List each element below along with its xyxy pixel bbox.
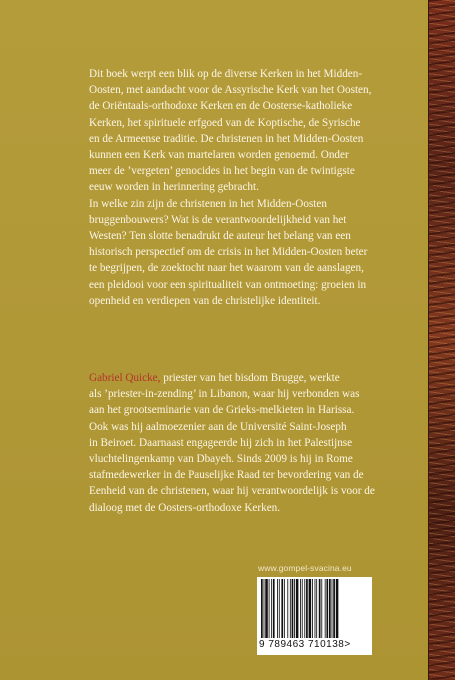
description-line: te begrijpen, de zoektocht naar het waarom van de aanslagen, [89, 262, 364, 275]
barcode-bar [332, 579, 333, 638]
barcode-bar [264, 579, 265, 638]
barcode-bar [269, 579, 270, 638]
barcode-bar [294, 579, 295, 638]
barcode-bar [287, 579, 288, 638]
barcode-bar [333, 579, 335, 638]
barcode-bar [325, 579, 326, 638]
description-line: kunnen een Kerk van martelaren worden genoemd. Onder [89, 149, 349, 162]
bio-line: dialoog met de Oosters-orthodoxe Kerken. [89, 501, 281, 514]
description-line: eeuw worden in herinnering gebracht. [89, 181, 259, 194]
barcode-bar [277, 579, 278, 638]
barcode-bar [309, 579, 312, 638]
barcode-bar [319, 579, 321, 638]
bio-line: priester van het bisdom Brugge, werkte [160, 372, 340, 384]
barcode-bar [300, 579, 301, 638]
barcode-bars [261, 579, 365, 638]
barcode-bar [321, 579, 322, 638]
cover-artwork-edge [428, 0, 455, 680]
barcode-bar [316, 579, 317, 638]
barcode-bar [312, 579, 313, 638]
description-line: Oosten, met aandacht voor de Assyrische Kerk van het Oosten, [89, 84, 372, 97]
bio-line: Eenheid van de christenen, waar hij verantwoordelijk is voor de [89, 485, 375, 498]
publisher-url[interactable]: www.gompel-svacina.eu [258, 563, 352, 573]
barcode-bar [315, 579, 316, 638]
isbn-number [259, 639, 372, 650]
description-line: Dit boek werpt een blik op de diverse Kerken in het Midden- [89, 68, 363, 80]
barcode-bar [271, 579, 272, 638]
barcode-bar [296, 579, 299, 638]
description-line: Westen? Ten slotte benadrukt de auteur het belang van een [89, 230, 351, 243]
barcode-bar [265, 579, 268, 638]
isbn-end-marker: > [344, 639, 351, 650]
bio-line: stafmedewerker in de Pauselijke Raad ter bevordering van de [89, 469, 364, 482]
description-line: en de Armeense traditie. De christenen in het Midden-Oosten [89, 132, 364, 145]
barcode-bar [326, 579, 328, 638]
barcode-bar [284, 579, 285, 638]
bio-line: vluchtelingenkamp van Dbayeh. Sinds 2009 is hij in Rome [89, 453, 353, 466]
barcode-bar [302, 579, 303, 638]
barcode-bar [329, 579, 331, 638]
isbn-barcode [257, 577, 372, 655]
description-line: meer de ’vergeten’ genocides in het begin van de twintigste [89, 165, 355, 178]
bio-line: Ook was hij aalmoezenier aan de Université Saint-Joseph [89, 420, 347, 433]
book-description [89, 66, 379, 309]
barcode-bar [336, 579, 339, 638]
barcode-bar [306, 579, 308, 638]
description-line: de Oriëntaals-orthodoxe Kerken en de Oosterse-katholieke [89, 100, 353, 113]
bio-line: aan het grootseminarie van de Grieks-melkieten in Harissa. [89, 404, 355, 417]
author-bio [89, 370, 379, 516]
barcode-bar [290, 579, 291, 638]
description-line: In welke zin zijn de christenen in het Midden-Oosten [89, 197, 327, 210]
description-line: historisch perspectief om de crisis in het Midden-Oosten beter [89, 246, 368, 259]
description-line: openheid en verdiepen van de christelijke identiteit. [89, 294, 321, 307]
bio-line: als ’priester-in-zending’ in Libanon, waar hij verbonden was [89, 388, 360, 401]
isbn-digits: 9 789463 710138 [259, 639, 345, 650]
description-line: een pleidooi voor een spiritualiteit van ontmoeting: groeien in [89, 278, 367, 291]
bio-line: in Beiroet. Daarnaast engageerde hij zich in het Palestijnse [89, 436, 353, 449]
barcode-bar [304, 579, 305, 638]
author-name: Gabriel Quicke, [89, 372, 161, 384]
description-line: bruggenbouwers? Wat is de verantwoordelijkheid van het [89, 213, 347, 226]
barcode-bar [273, 579, 275, 638]
description-line: Kerken, het spirituele erfgoed van de Koptische, de Syrische [89, 116, 361, 129]
barcode-bar [279, 579, 280, 638]
barcode-bar [281, 579, 283, 638]
barcode-bar [292, 579, 294, 638]
barcode-bar [261, 579, 263, 638]
